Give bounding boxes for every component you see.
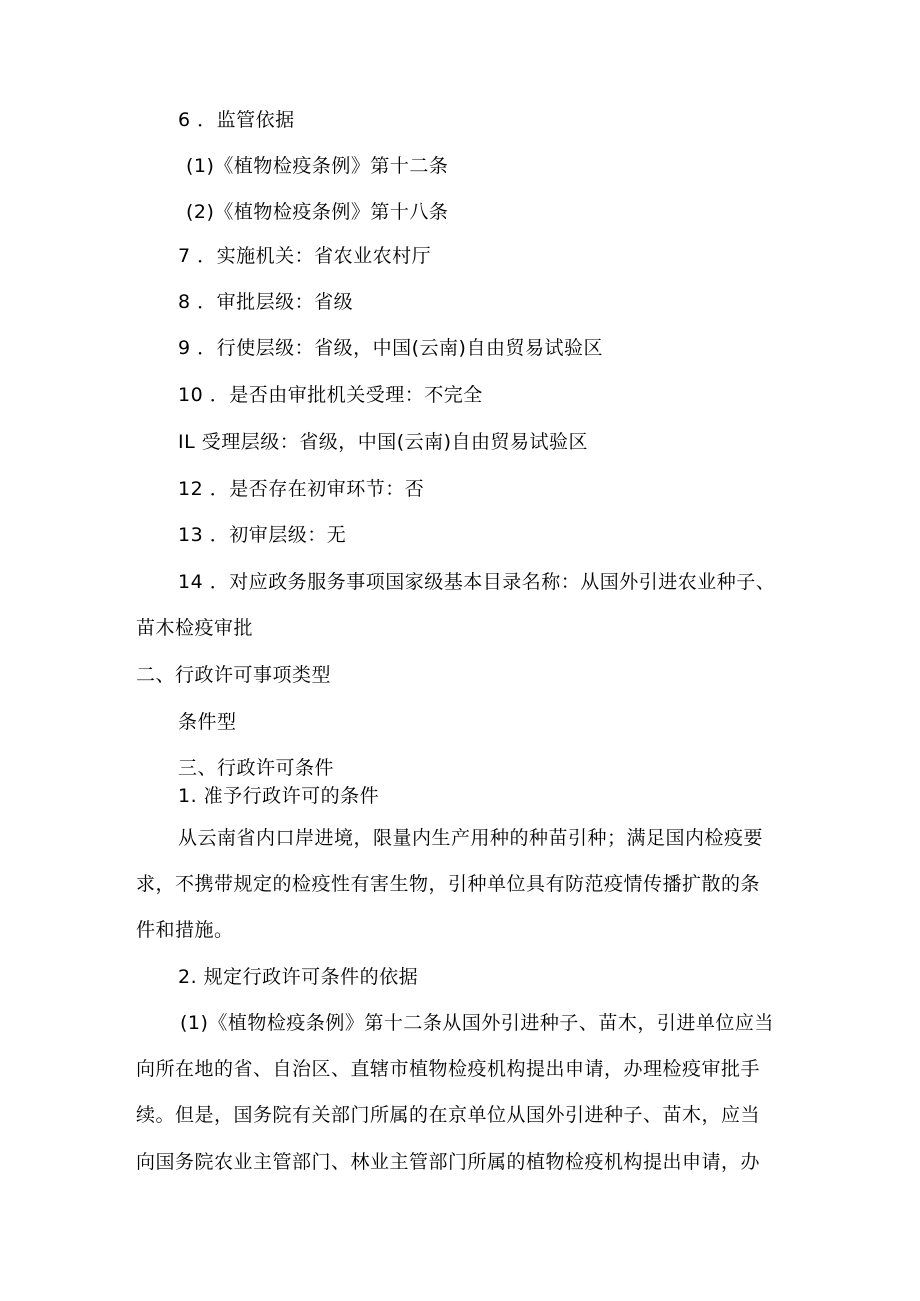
section-3-para-2-line-1: (1)《植物检疫条例》第十二条从国外引进种子、苗木，引进单位应当 bbox=[180, 1012, 774, 1034]
item-6-basis-1: (1)《植物检疫条例》第十二条 bbox=[186, 155, 449, 177]
section-3-para-2-line-3: 续。但是，国务院有关部门所属的在京单位从国外引进种子、苗木，应当 bbox=[136, 1104, 761, 1126]
section-3-para-1-line-2: 求，不携带规定的检疫性有害生物，引种单位具有防范疫情传播扩散的条 bbox=[136, 873, 761, 895]
item-14-catalog-name-cont: 苗木检疫审批 bbox=[136, 617, 254, 639]
section-3-sub-2: 2. 规定行政许可条件的依据 bbox=[178, 966, 419, 988]
item-11-acceptance-level: IL 受理层级：省级，中国(云南)自由贸易试验区 bbox=[178, 431, 589, 453]
item-13-preliminary-level: 13 ．初审层级：无 bbox=[178, 524, 347, 546]
item-12-preliminary-review: 12 ．是否存在初审环节：否 bbox=[178, 478, 425, 500]
item-10-accepted-by-approver: 10 ．是否由审批机关受理：不完全 bbox=[178, 384, 483, 406]
section-3-para-2-line-2: 向所在地的省、自治区、直辖市植物检疫机构提出申请，办理检疫审批手 bbox=[136, 1058, 761, 1080]
item-6-basis-2: (2)《植物检疫条例》第十八条 bbox=[186, 201, 449, 223]
item-6-supervision-basis: 6 ．监管依据 bbox=[178, 109, 295, 131]
section-3-heading: 三、行政许可条件 bbox=[178, 757, 335, 779]
section-3-sub-1: 1. 准予行政许可的条件 bbox=[178, 785, 380, 807]
item-14-catalog-name: 14 ．对应政务服务事项国家级基本目录名称：从国外引进农业种子、 bbox=[178, 571, 776, 593]
item-7-implementing-agency: 7 ．实施机关：省农业农村厅 bbox=[178, 245, 432, 267]
section-3-para-1-line-3: 件和措施。 bbox=[136, 919, 234, 941]
section-2-value: 条件型 bbox=[178, 711, 237, 733]
section-3-para-2-line-4: 向国务院农业主管部门、林业主管部门所属的植物检疫机构提出申请，办 bbox=[136, 1151, 761, 1173]
section-3-para-1-line-1: 从云南省内口岸进境，限量内生产用种的种苗引种；满足国内检疫要 bbox=[178, 827, 764, 849]
item-9-exercise-level: 9 ．行使层级：省级，中国(云南)自由贸易试验区 bbox=[178, 337, 603, 359]
item-8-approval-level: 8 ．审批层级：省级 bbox=[178, 291, 354, 313]
section-2-heading: 二、行政许可事项类型 bbox=[136, 664, 332, 686]
